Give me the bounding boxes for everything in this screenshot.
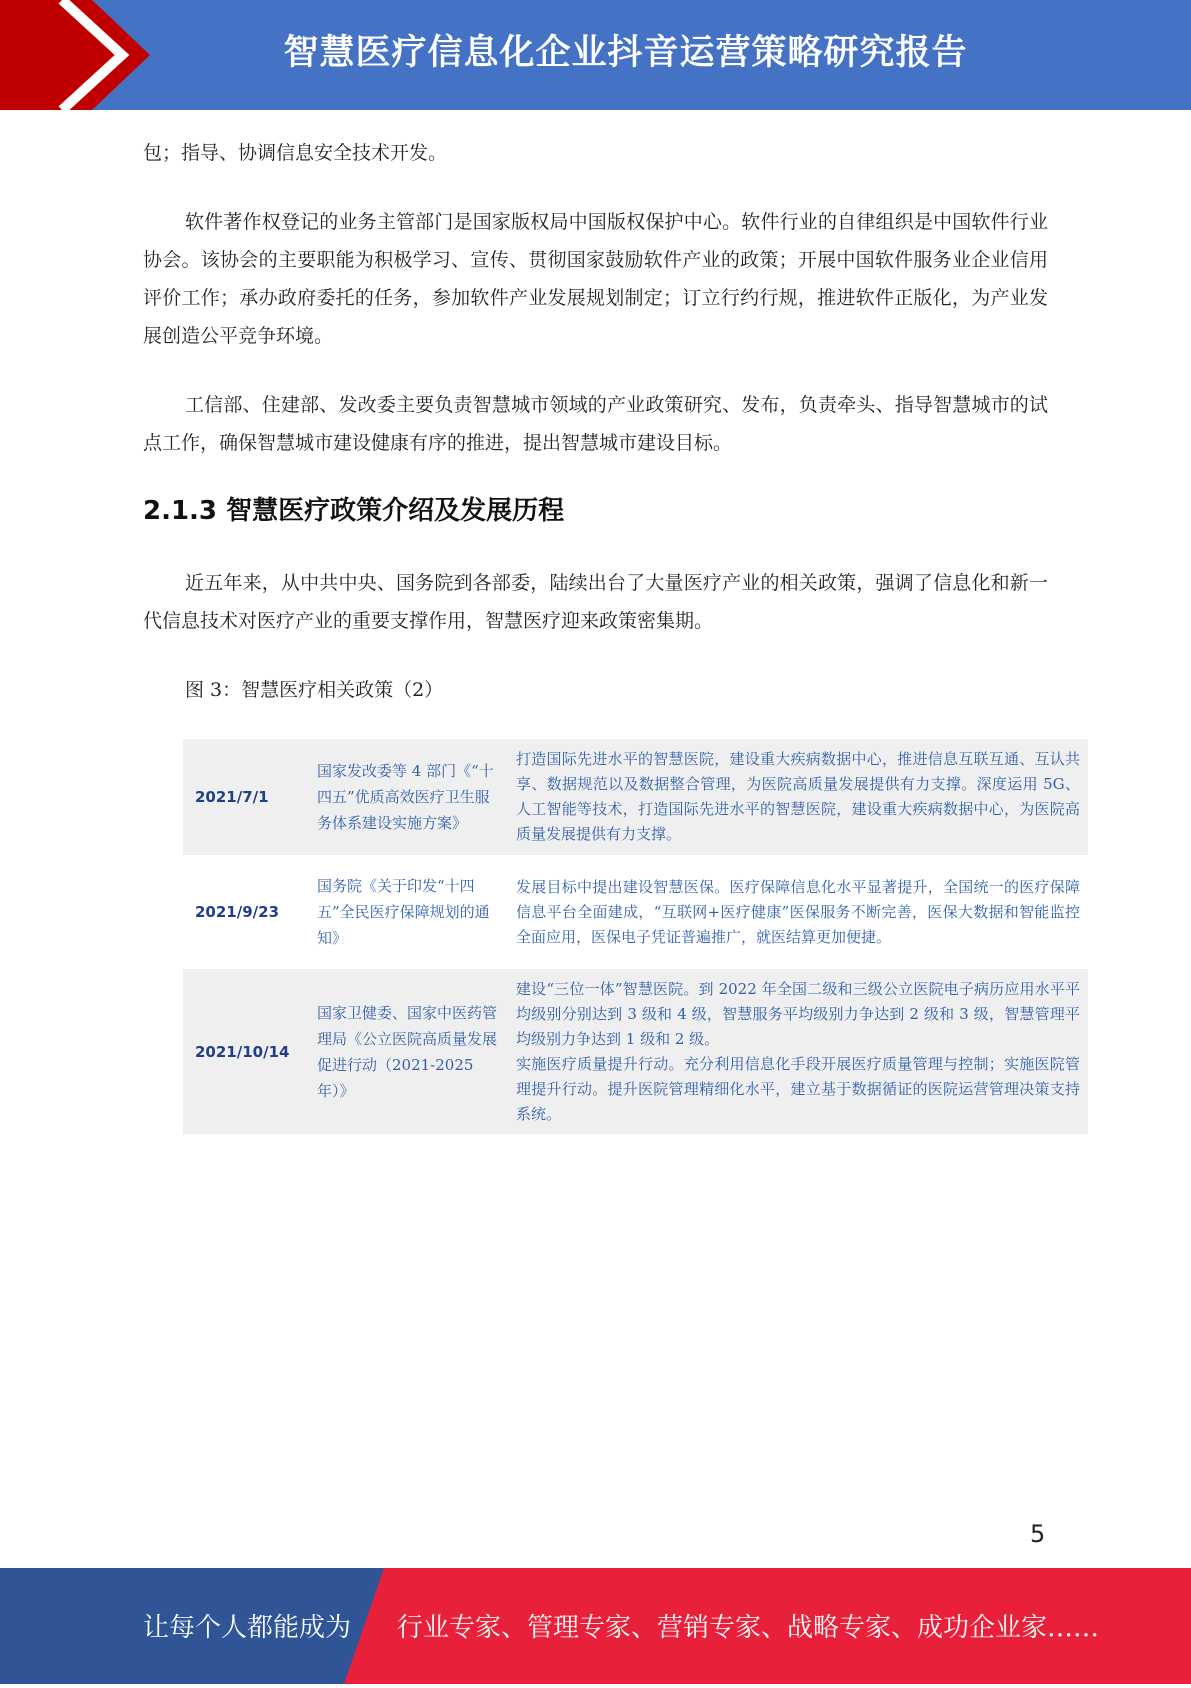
table-row	[183, 739, 1088, 855]
paragraph-1: 包；指导、协调信息安全技术开发。	[143, 142, 448, 164]
policy-description	[510, 969, 1088, 1134]
policy-description	[510, 739, 1088, 855]
paragraph-4: 近五年来，从中共中央、国务院到各部委，陆续出台了大量医疗产业的相关政策，强调了信息化和新一代信息技术对医疗产业的重要支撑作用，智慧医疗迎来政策密集期。	[143, 572, 1048, 632]
policy-description-text: 实施医疗质量提升行动。充分利用信息化手段开展医疗质量管理与控制；实施医院管理提升行动。提升医院管理精细化水平，建立基于数据循证的医院运营管理决策支持系统。	[516, 1054, 1080, 1123]
policy-description-text: 建设“三位一体”智慧医院。到 2022 年全国二级和三级公立医院电子病历应用水平平均级别分别达到 3 级和 4 级，智慧服务平均级别力争达到 2 级和 3 级，智慧管理平均级别力争达到 1 级和 2 级。	[516, 979, 1080, 1048]
policy-document: 国务院《关于印发“十四五”全民医疗保障规划的通知》	[317, 877, 490, 947]
policy-description	[510, 855, 1088, 969]
footer-slogan-left: 让每个人都能成为	[143, 1613, 352, 1643]
policy-document: 国家卫健委、国家中医药管理局《公立医院高质量发展促进行动（2021-2025 年）》	[307, 969, 510, 1134]
page-number: 5	[1030, 1520, 1046, 1548]
policy-description-text: 发展目标中提出建设智慧医保。医疗保障信息化水平显著提升，全国统一的医疗保障信息平台全面建成，“互联网+医疗健康”医保服务不断完善，医保大数据和智能监控全面应用，医保电子凭证普遍推广，就医结算更加便捷。	[516, 877, 1080, 946]
policy-date: 2021/7/1	[183, 739, 307, 855]
table-row	[183, 855, 1088, 969]
footer-slogan-right: 行业专家、管理专家、营销专家、战略专家、成功企业家……	[397, 1613, 1100, 1643]
paragraph-3: 工信部、住建部、发改委主要负责智慧城市领域的产业政策研究、发布，负责牵头、指导智慧城市的试点工作，确保智慧城市建设健康有序的推进，提出智慧城市建设目标。	[143, 394, 1048, 454]
figure-caption: 图 3：智慧医疗相关政策（2）	[185, 679, 444, 701]
paragraph-2: 软件著作权登记的业务主管部门是国家版权局中国版权保护中心。软件行业的自律组织是中国软件行业协会。该协会的主要职能为积极学习、宣传、贯彻国家鼓励软件产业的政策；开展中国软件服务业企业信用评价工作；承办政府委托的任务，参加软件产业发展规划制定；订立行约行规，推进软件正版化，为产业发展创造公平竞争环境。	[143, 211, 1048, 347]
header-title: 智慧医疗信息化企业抖音运营策略研究报告	[283, 33, 968, 73]
page-header	[0, 0, 1191, 110]
policy-table	[183, 739, 1088, 1134]
policy-date: 2021/9/23	[195, 903, 280, 921]
page-footer	[0, 1568, 1191, 1684]
table-row	[183, 969, 1088, 1134]
policy-date: 2021/10/14	[183, 969, 307, 1134]
policy-document: 国家发改委等 4 部门《“十四五”优质高效医疗卫生服务体系建设实施方案》	[307, 739, 510, 855]
policy-description-text: 打造国际先进水平的智慧医院，建设重大疾病数据中心，推进信息互联互通、互认共享、数据规范以及数据整合管理，为医院高质量发展提供有力支撑。深度运用 5G、人工智能等技术，打造国际先进水平的智慧医院，建设重大疾病数据中心，为医院高质量发展提供有力支撑。	[516, 750, 1080, 843]
section-heading: 2.1.3 智慧医疗政策介绍及发展历程	[143, 496, 565, 526]
